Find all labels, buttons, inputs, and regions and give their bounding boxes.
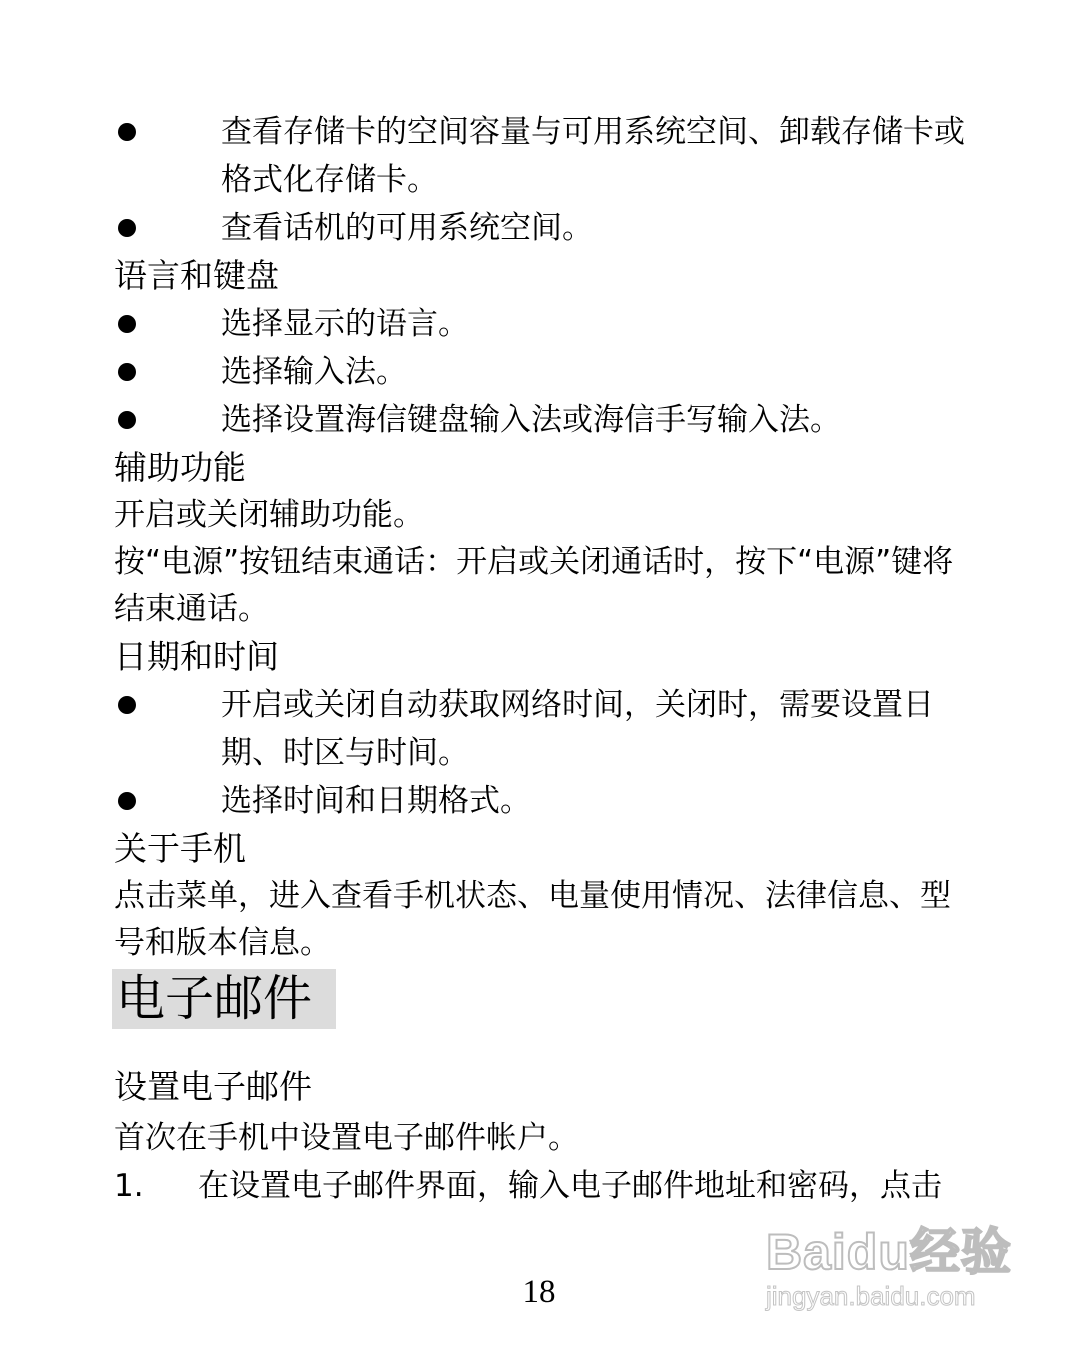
bullet-icon xyxy=(118,315,136,333)
list-item-text: 查看话机的可用系统空间。 xyxy=(221,210,593,246)
step-number: 1. xyxy=(114,1168,144,1204)
section-title-email: 电子邮件 xyxy=(112,969,336,1029)
paragraph: 按“电源”按钮结束通话：开启或关闭通话时，按下“电源”键将结束通话。 xyxy=(114,544,954,627)
paragraph: 开启或关闭辅助功能。 xyxy=(114,497,424,533)
bullet-icon xyxy=(118,219,136,237)
bullet-icon xyxy=(118,696,136,714)
baidu-jingyan-watermark xyxy=(766,1222,1026,1322)
numbered-step xyxy=(114,1162,974,1210)
list-item xyxy=(114,777,974,825)
page-number: 18 xyxy=(522,1274,556,1310)
list-item xyxy=(114,348,974,396)
list-item xyxy=(114,204,974,252)
list-item xyxy=(114,396,974,444)
watermark-url: jingyan.baidu.com xyxy=(766,1281,976,1311)
subheading-setup-email: 设置电子邮件 xyxy=(114,1067,312,1106)
list-item xyxy=(114,681,974,777)
list-item-text: 开启或关闭自动获取网络时间，关闭时，需要设置日期、时区与时间。 xyxy=(221,687,934,771)
step-text: 在设置电子邮件界面，输入电子邮件地址和密码，点击 xyxy=(198,1168,942,1204)
list-item-text: 选择输入法。 xyxy=(221,354,407,390)
list-item xyxy=(114,300,974,348)
page-content xyxy=(114,108,974,1210)
bullet-icon xyxy=(118,363,136,381)
watermark-logo: Baidu经验 xyxy=(766,1224,1012,1280)
list-item-text: 选择显示的语言。 xyxy=(221,306,469,342)
list-item xyxy=(114,108,974,204)
subheading-accessibility: 辅助功能 xyxy=(114,448,246,487)
bullet-icon xyxy=(118,792,136,810)
paragraph: 首次在手机中设置电子邮件帐户。 xyxy=(114,1120,579,1156)
list-item-text: 选择设置海信键盘输入法或海信手写输入法。 xyxy=(221,402,841,438)
list-item-text: 选择时间和日期格式。 xyxy=(221,783,531,819)
subheading-about-phone: 关于手机 xyxy=(114,829,246,868)
list-item-text: 查看存储卡的空间容量与可用系统空间、卸载存储卡或格式化存储卡。 xyxy=(221,114,965,198)
bullet-icon xyxy=(118,123,136,141)
spacer xyxy=(114,1029,974,1063)
paragraph: 点击菜单，进入查看手机状态、电量使用情况、法律信息、型号和版本信息。 xyxy=(114,878,951,961)
bullet-icon xyxy=(118,411,136,429)
subheading-language-keyboard: 语言和键盘 xyxy=(114,256,279,295)
subheading-date-time: 日期和时间 xyxy=(114,637,279,676)
